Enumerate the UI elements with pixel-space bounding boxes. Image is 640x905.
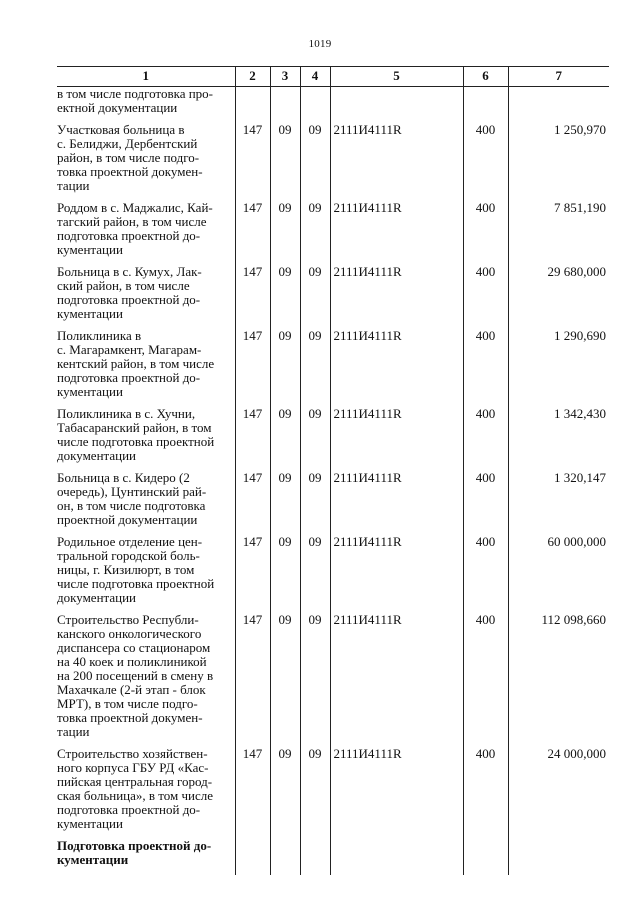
row-target-code: 2111И4111R (330, 201, 463, 257)
row-target-code: 2111И4111R (330, 123, 463, 193)
row-target-code: 2111И4111R (330, 329, 463, 399)
row-name-line: Табасаранский район, в том (57, 420, 212, 435)
row-target-code: 2111И4111R (330, 747, 463, 831)
row-name-line: тации (57, 724, 90, 739)
row-expense-type: 400 (463, 329, 508, 399)
spacer-cell (463, 831, 508, 839)
row-expense-type: 400 (463, 265, 508, 321)
row-target-code: 2111И4111R (330, 535, 463, 605)
row-amount: 29 680,000 (508, 265, 609, 321)
header-col-1: 1 (57, 67, 235, 87)
row-amount: 1 342,430 (508, 407, 609, 463)
row-expense-type: 400 (463, 613, 508, 739)
row-name-line: очередь), Цунтинский рай- (57, 484, 207, 499)
row-name-line: диспансера со стационаром (57, 640, 211, 655)
row-name-line: кентский район, в том числе (57, 356, 215, 371)
empty-cell (463, 839, 508, 875)
row-name-line: в том числе подготовка про- (57, 86, 214, 101)
row-amount: 7 851,190 (508, 201, 609, 257)
row-name (57, 471, 235, 527)
row-name-line: Больница в с. Кумух, Лак- (57, 264, 202, 279)
row-col-4 (300, 87, 330, 116)
row-name-line: ская больница», в том числе (57, 788, 214, 803)
row-name-line: тации (57, 178, 90, 193)
row-name-line: Роддом в с. Маджалис, Кай- (57, 200, 213, 215)
row-name-line: ного корпуса ГБУ РД «Кас- (57, 760, 209, 775)
row-name-line: Строительство Республи- (57, 612, 199, 627)
row-amount: 24 000,000 (508, 747, 609, 831)
row-amount: 60 000,000 (508, 535, 609, 605)
row-target-code (330, 87, 463, 116)
header-col-3: 3 (270, 67, 300, 87)
row-name (57, 329, 235, 399)
row-col-3: 09 (270, 613, 300, 739)
row-col-3: 09 (270, 471, 300, 527)
table-row (57, 471, 609, 527)
row-name-line: подготовка проектной до- (57, 802, 201, 817)
row-col-3: 09 (270, 329, 300, 399)
empty-cell (270, 839, 300, 875)
row-name-line: ектной документации (57, 100, 178, 115)
row-amount (508, 87, 609, 116)
row-name-line: проектной документации (57, 512, 198, 527)
row-name-line: Поликлиника в с. Хучни, (57, 406, 196, 421)
empty-cell (300, 839, 330, 875)
row-target-code: 2111И4111R (330, 613, 463, 739)
row-col-4: 09 (300, 747, 330, 831)
row-amount: 1 320,147 (508, 471, 609, 527)
row-col-4: 09 (300, 123, 330, 193)
row-expense-type: 400 (463, 201, 508, 257)
row-name-line: канского онкологического (57, 626, 202, 641)
row-name-line: тагский район, в том числе (57, 214, 207, 229)
row-name-line: документации (57, 448, 137, 463)
row-name-line: числе подготовка проектной (57, 576, 215, 591)
spacer-cell (508, 831, 609, 839)
row-name-line: на 40 коек и поликлиникой (57, 654, 207, 669)
row-amount: 1 250,970 (508, 123, 609, 193)
table-row (57, 407, 609, 463)
row-col-4: 09 (300, 471, 330, 527)
table-row (57, 265, 609, 321)
table-row (57, 535, 609, 605)
row-expense-type: 400 (463, 471, 508, 527)
table-row-section-heading (57, 839, 609, 875)
row-col-3: 09 (270, 265, 300, 321)
empty-cell (508, 839, 609, 875)
row-target-code: 2111И4111R (330, 407, 463, 463)
header-col-4: 4 (300, 67, 330, 87)
row-col-4: 09 (300, 407, 330, 463)
row-name-line: ский район, в том числе (57, 278, 190, 293)
spacer-cell (300, 831, 330, 839)
row-name (57, 87, 235, 116)
row-target-code: 2111И4111R (330, 265, 463, 321)
row-name-line: кументации (57, 816, 123, 831)
row-name-line: Больница в с. Кидеро (2 (57, 470, 190, 485)
row-col-3: 09 (270, 535, 300, 605)
row-name-line: кументации (57, 852, 129, 867)
header-col-2: 2 (235, 67, 270, 87)
row-col-2: 147 (235, 535, 270, 605)
table-body (57, 87, 609, 876)
row-target-code: 2111И4111R (330, 471, 463, 527)
row-name-line: Родильное отделение цен- (57, 534, 203, 549)
row-name-line: подготовка проектной до- (57, 292, 201, 307)
row-name-line: на 200 посещений в смену в (57, 668, 214, 683)
row-name (57, 535, 235, 605)
row-expense-type: 400 (463, 747, 508, 831)
row-name-line: кументации (57, 384, 123, 399)
row-col-3: 09 (270, 407, 300, 463)
table-row (57, 613, 609, 739)
row-col-2: 147 (235, 613, 270, 739)
row-expense-type (463, 87, 508, 116)
row-name (57, 265, 235, 321)
header-col-6: 6 (463, 67, 508, 87)
row-name-line: МРТ), в том числе подго- (57, 696, 198, 711)
table-row (57, 747, 609, 831)
row-col-2: 147 (235, 407, 270, 463)
row-name (57, 201, 235, 257)
row-name-line: подготовка проектной до- (57, 370, 201, 385)
row-col-2: 147 (235, 329, 270, 399)
row-name-line: Поликлиника в (57, 328, 142, 343)
page-number: 1019 (308, 38, 332, 50)
spacer-cell (330, 831, 463, 839)
row-name (57, 747, 235, 831)
table-row (57, 201, 609, 257)
row-col-2: 147 (235, 471, 270, 527)
row-col-2: 147 (235, 201, 270, 257)
row-name-line: числе подготовка проектной (57, 434, 215, 449)
row-name (57, 613, 235, 739)
row-name (57, 839, 235, 875)
header-col-5: 5 (330, 67, 463, 87)
row-name-line: с. Белиджи, Дербентский (57, 136, 198, 151)
table-row (57, 329, 609, 399)
row-name-line: с. Магарамкент, Магарам- (57, 342, 202, 357)
row-name-line: товка проектной докумен- (57, 710, 203, 725)
row-col-2: 147 (235, 265, 270, 321)
row-col-4: 09 (300, 201, 330, 257)
row-name (57, 123, 235, 193)
row-name-line: товка проектной докумен- (57, 164, 203, 179)
row-name-line: Махачкале (2-й этап - блок (57, 682, 206, 697)
row-expense-type: 400 (463, 535, 508, 605)
row-name-line: Участковая больница в (57, 122, 185, 137)
row-col-3: 09 (270, 123, 300, 193)
empty-cell (235, 839, 270, 875)
row-name-line: Подготовка проектной до- (57, 838, 212, 853)
row-name-line: район, в том числе подго- (57, 150, 200, 165)
row-col-3 (270, 87, 300, 116)
empty-cell (330, 839, 463, 875)
row-col-2: 147 (235, 747, 270, 831)
row-name-line: он, в том числе подготовка (57, 498, 206, 513)
spacer-cell (235, 831, 270, 839)
table-row (57, 123, 609, 193)
row-amount: 112 098,660 (508, 613, 609, 739)
row-name-line: кументации (57, 306, 123, 321)
header-col-7: 7 (508, 67, 609, 87)
row-col-2: 147 (235, 123, 270, 193)
row-col-4: 09 (300, 265, 330, 321)
spacer-cell (270, 831, 300, 839)
row-col-4: 09 (300, 329, 330, 399)
row-name-line: Строительство хозяйствен- (57, 746, 208, 761)
table-header-row (57, 67, 609, 87)
row-col-2 (235, 87, 270, 116)
row-col-4: 09 (300, 613, 330, 739)
row-name-line: документации (57, 590, 137, 605)
row-name (57, 407, 235, 463)
row-col-3: 09 (270, 201, 300, 257)
row-col-4: 09 (300, 535, 330, 605)
row-name-line: пийская центральная город- (57, 774, 213, 789)
row-name-line: ницы, г. Кизилюрт, в том (57, 562, 195, 577)
budget-table (57, 66, 609, 875)
row-expense-type: 400 (463, 407, 508, 463)
row-expense-type: 400 (463, 123, 508, 193)
row-name-line: подготовка проектной до- (57, 228, 201, 243)
row-col-3: 09 (270, 747, 300, 831)
table-row (57, 87, 609, 116)
row-amount: 1 290,690 (508, 329, 609, 399)
row-name-line: кументации (57, 242, 123, 257)
row-name-line: тральной городской боль- (57, 548, 200, 563)
